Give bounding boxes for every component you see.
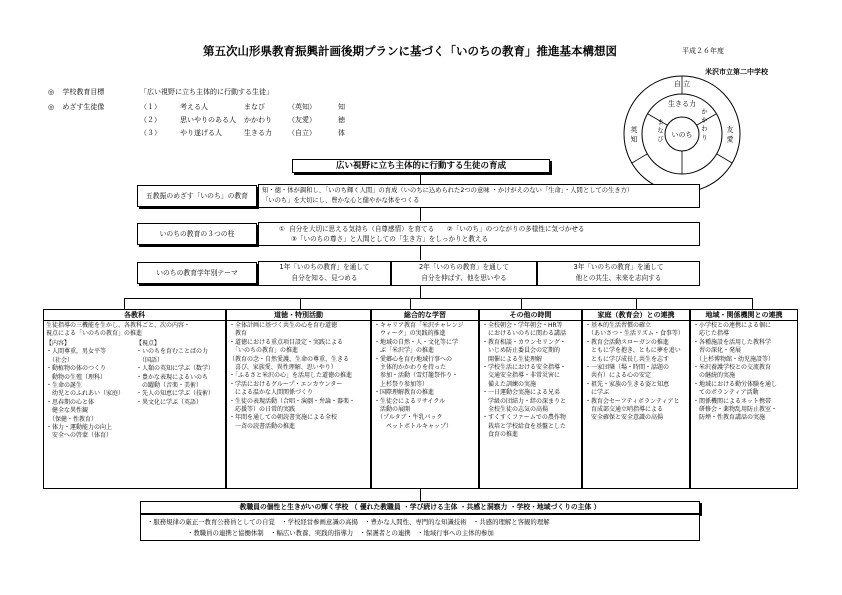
theme-grade-3 <box>537 261 700 286</box>
theme-grade-2 <box>391 261 537 286</box>
column-moral-content: ・全体計画に基づく共生の心を育む道徳 教育 ・道徳における重点項目設定・実践による 「いのちの教育」の推進 （教育の念・自然愛護、生命の尊重、生きる 喜び、家族愛、異性理解、思いやり） ・「ふるさと米沢の心」を活用した道徳の推進 ・学活におけるグループ・エンカウンター による温かな人間関係づくり ・生徒の表現活動（合唱・演劇・弁論・器楽・ 応援等）の日常的実践 ・年間を通しての朝読書実施による全校 一斉の読書活動の推進 <box>229 322 356 430</box>
ideal-student-row <box>48 103 104 112</box>
column-subjects-intro: 生徒指導の三機能を生かし、各教科ごと、次の内容・ 視点による「いのちの教育」の推進 <box>46 322 191 338</box>
ideal-row-3-text: やり遂げる人 <box>180 129 222 137</box>
connector <box>636 298 637 309</box>
diagram-center: いのち <box>671 131 693 139</box>
school-goal-row <box>48 88 104 97</box>
themes-label: いのちの教育学年別テーマ <box>156 269 238 277</box>
column-subjects-content: 【内容】 ・人間尊重，男女平等 （社会） ・動植物の体のつくり 動物の生殖（理科） ・生命の誕生 幼児とのふれあい（家庭） ・思春期の心と体 健全な異性観 （保健・性教育） ・体力・運動能力の向上 安全への啓蒙（体育） <box>46 340 125 440</box>
school-goal-value: 「広い視野に立ち主体的に行動する生徒」 <box>140 88 273 96</box>
connector-bus <box>124 298 752 299</box>
page-title: 第五次山形県教育振興計画後期プランに基づく「いのちの教育」推進基本構想図 <box>203 44 617 58</box>
diagram-outer-right: 友 愛 <box>726 125 734 143</box>
teachers-detail-line-2: ・教職員の連携と協働体制 ・幅広い教養、実践的指導力 ・保護者との連携 ・地域行事への主体的参加 <box>187 529 494 537</box>
column-integrated <box>371 309 479 489</box>
diagram-inner-right: か か わ り <box>700 107 708 141</box>
pillars-content-box <box>258 222 700 246</box>
inochi-edu-content-box <box>258 184 700 208</box>
ideal-row-3-kanji: 体 <box>338 129 345 137</box>
ideal-row-2-text: 思いやりのある人 <box>180 116 236 124</box>
column-family <box>582 309 690 489</box>
ideal-row-1-paren: （英知） <box>288 103 316 111</box>
ideal-row-2-kanji: 徳 <box>338 116 345 124</box>
teachers-title: 教職員の個性と生きがいの輝く学校 （ 優れた教職員 ・学び続ける主体 ・共感と洞察力 ・学校・地域づくりの主体 ） <box>239 503 601 511</box>
ideal-row-1-text: 考える人 <box>180 103 208 111</box>
theme-grade-2-text: 2年「いのちの教育」を通して 自分を伸ばす、他を思いやる <box>419 263 509 282</box>
ideal-row-3-num: （３） <box>140 129 161 137</box>
pillars-line-1: ① 自分を大切に思える気持ち（自尊感情）を育てる ②「いのち」のつながりの多様性に気づかせる <box>279 225 585 233</box>
teachers-box <box>140 501 700 514</box>
diagram-middle-ring: 生きる力 <box>668 100 696 108</box>
ideal-row-1-kanji: 知 <box>338 103 345 111</box>
ideal-row-2-num: （２） <box>140 116 161 124</box>
school-name: 米沢市立第二中学校 <box>705 68 768 76</box>
column-subjects <box>43 309 226 489</box>
column-others <box>479 309 582 489</box>
column-moral <box>226 309 371 489</box>
pillars-label: いのちの教育の３つの柱 <box>159 230 235 238</box>
inochi-edu-text: 知・徳・体が調和し、「いのち輝く人間」の育成（いのちに込められた2つの意味 ・かけがえのない「生命」・人間としての生き方） 「いのち」を大切にし、豊かな心と健やかな体をつくる <box>262 187 634 204</box>
bullet: ◎ <box>48 103 55 111</box>
column-community-title: 地域・関係機関との連携 <box>691 310 797 321</box>
column-integrated-content: ・キャリア教育「米沢チャレンジ ウィーク」の実践的推進 ・地域の自然・人・文化等に学 ぶ「米沢学」の推進 ・愛郷心を育む地域行事への 主体的かかわりを持った 参加・活動（雪灯籠祭作り・ 上杉祭り参加等） ・国際理解教育の推進 ・生徒会によるリサイクル 活動の展開 （プルタブ・牛乳パック ペットボトルキャップ） <box>374 322 464 430</box>
teachers-detail-line-1: ・服務規律の厳正一教育公務員としての自覚 ・学校経営参画意識の高揚 ・豊かな人間性、専門的な知識技術 ・共感的理解と客観的理解 <box>147 518 550 526</box>
column-moral-title: 道徳・特別活動 <box>227 310 370 321</box>
diagram-outer-left: 英 知 <box>630 125 638 143</box>
ideal-row-1-kana: まなび <box>244 103 265 111</box>
ideal-row-3-kana: 生きる力 <box>244 129 272 137</box>
connector <box>752 298 753 309</box>
connector <box>420 286 421 298</box>
ideal-row-2-kana: かかわり <box>244 116 272 124</box>
column-family-content: ・基本的生活習慣の確立 （あいさつ・生活リズム・食事等） ・教育会活動スローガンの推進 ともに学を抱き、ともに夢を追い ともに学び成長し共生を志す ・一家団欒（場・時間・話題の 共有）による心の安定 ・祖先・家族の生きる姿と知恵 に学ぶ ・教育会セーフティボランティアと 育成部交通立哨指導による 安全確保と安全意識の高揚 <box>585 322 684 422</box>
column-community-content: ・小学校との連携による個に 応じた指導 ・各種施設を活用した教科学 習の深化・発展 （上杉博物館・幼児施設等） ・米沢養護学校との交流教育 の継続的実施 ・地域における勤労体験を通し てのボランティア活動 ・関係機関によるネット携帯 研修会・薬物乱用防止教室・ 防煙・性教育講話の実施 <box>693 322 778 422</box>
pillars-label-box <box>137 223 257 245</box>
column-family-title: 家庭（教育会）との連携 <box>583 310 689 321</box>
diagram-inner-left: ま な び <box>656 118 664 142</box>
ideal-row-3-paren: （自立） <box>288 129 316 137</box>
connector <box>420 174 421 184</box>
ideal-student-label: めざす生徒像 <box>62 103 105 111</box>
main-goal-box <box>292 159 550 173</box>
connector <box>410 298 411 309</box>
bullet: ◎ <box>48 88 55 96</box>
school-goal-label: 学校教育目標 <box>62 88 105 96</box>
pillars-line-2: ③「いのちの尊さ」と人間としての「生き方」をしっかりと教える <box>291 235 489 243</box>
connector <box>300 298 301 309</box>
column-subjects-viewpoint: 【視点】 ・いのちを育むことばの力 （国語） ・人類の英知に学ぶ（数学） ・豊かな表現によるいのち の躍動（音楽・美術） ・先人の知恵に学ぶ（技術） ・異文化に学ぶ（英語） <box>136 340 215 406</box>
diagram-outer-top: 自 立 <box>673 80 691 88</box>
column-subjects-title: 各教科 <box>44 310 225 321</box>
theme-grade-1-text: 1年「いのちの教育」を通して 自分を知る、見つめる <box>279 263 370 282</box>
column-others-title: その他の時間 <box>480 310 581 321</box>
main-goal-text: 広い視野に立ち主体的に行動する生徒の育成 <box>335 161 506 171</box>
ideal-row-2-paren: （友愛） <box>288 116 316 124</box>
connector <box>420 489 421 501</box>
column-others-content: ・全校朝会・学年朝会・HR等 におけるいのちに関わる講話 ・教育相談・カウンセリング・ いじめ防止委員会の定期的 開催による生徒理解 ・学校生活における安全指導・ 交通安全指導・非常災害に 備えた訓練の実施 ・一日運動会実施による兄弟 学級の団結力・絆の深まりと 全校生徒の志気の高揚 ・すくすくファームでの農作物 栽培と学校給食を基盤とした 食育の推進 <box>482 322 567 439</box>
connector <box>124 298 125 309</box>
theme-grade-3-text: 3年「いのちの教育」を通して 他との共生、未来を志向する <box>573 263 664 282</box>
inochi-circle-diagram <box>620 72 744 196</box>
teachers-detail-box <box>140 514 700 541</box>
ideal-row-1-num: （１） <box>140 103 161 111</box>
connector <box>420 246 421 260</box>
themes-label-box <box>137 262 257 284</box>
column-integrated-title: 総合的な学習 <box>372 310 478 321</box>
inochi-edu-label: 五教振のめざす「いのち」の教育 <box>146 192 248 200</box>
connector <box>420 208 421 221</box>
theme-grade-1 <box>258 261 391 286</box>
inochi-edu-label-box <box>137 185 257 207</box>
connector <box>521 298 522 309</box>
column-community <box>690 309 798 489</box>
year-label: 平成２６年度 <box>682 47 724 55</box>
